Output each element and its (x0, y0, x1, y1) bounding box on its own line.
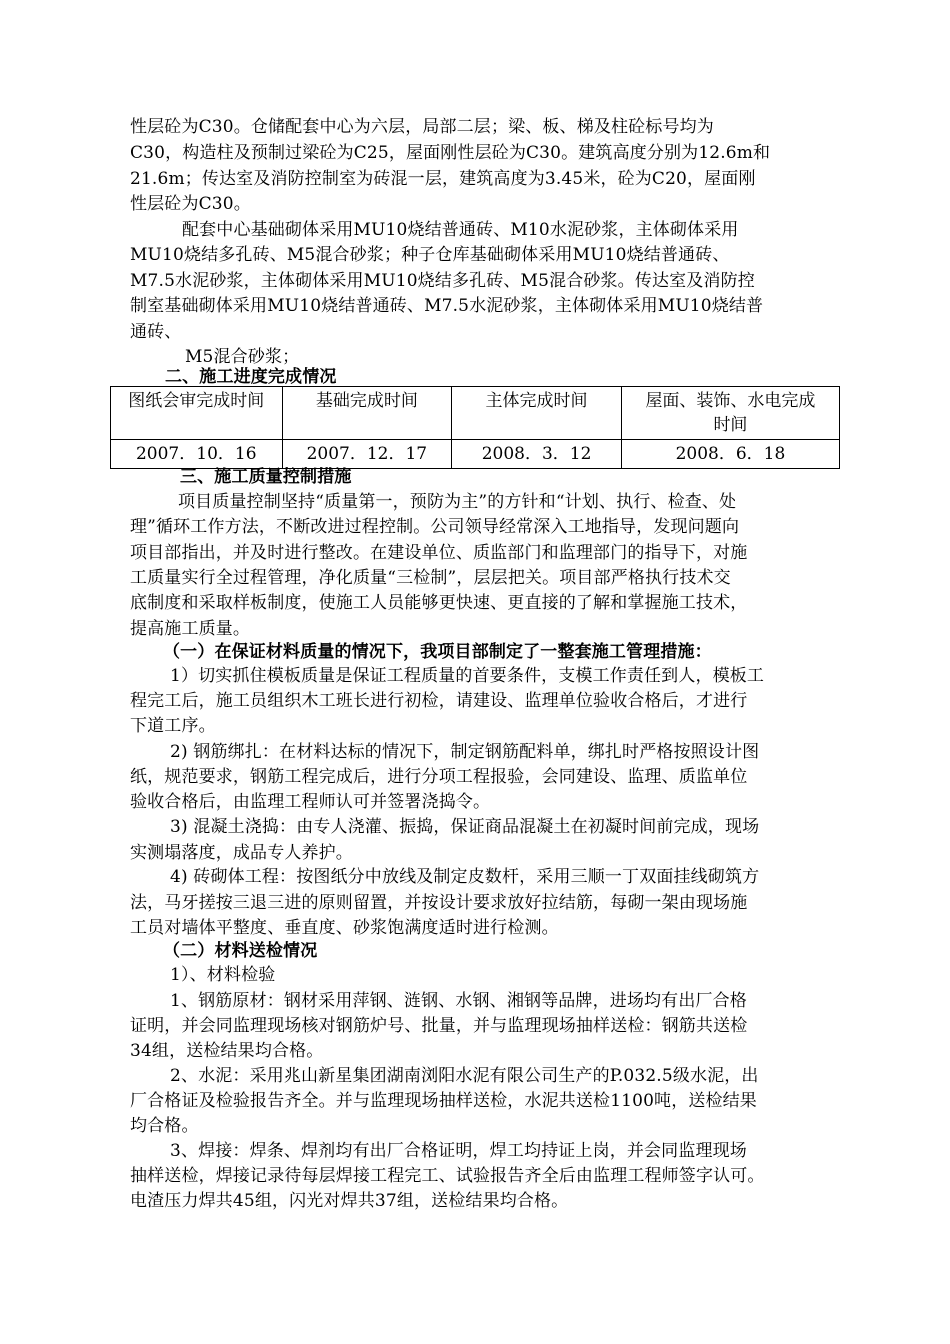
intro-line: C30，构造柱及预制过梁砼为C25，屋面刚性层砼为C30。建筑高度分别为12.6m和 (130, 143, 771, 163)
table-row (111, 440, 840, 469)
quality-line: 项目质量控制坚持“质量第一，预防为主”的方针和“计划、执行、检查、处 (178, 492, 737, 512)
section-heading-quality: 三、施工质量控制措施 (180, 467, 352, 487)
measures-line: 下道工序。 (130, 716, 216, 736)
table-cell: 2007．12．17 (282, 440, 452, 469)
intro-line: 21.6m；传达室及消防控制室为砖混一层，建筑高度为3.45米，砼为C20，屋面刚 (130, 169, 756, 189)
inspection-line: 证明，并会同监理现场核对钢筋炉号、批量，并与监理现场抽样送检：钢筋共送检 (130, 1016, 748, 1036)
inspection-line: 1、钢筋原材：钢材采用萍钢、涟钢、水钢、湘钢等品牌，进场均有出厂合格 (170, 991, 747, 1011)
table-header-cell: 主体完成时间 (452, 387, 622, 440)
measures-line: 3) 混凝土浇捣：由专人浇灌、振捣，保证商品混凝土在初凝时间前完成，现场 (170, 817, 760, 837)
table-header-cell: 基础完成时间 (282, 387, 452, 440)
masonry-line: M5混合砂浆； (185, 347, 300, 367)
inspection-line: 电渣压力焊共45组，闪光对焊共37组，送检结果均合格。 (130, 1191, 569, 1211)
inspection-line: 均合格。 (130, 1116, 199, 1136)
table-cell: 2007．10．16 (111, 440, 283, 469)
inspection-line: 抽样送检，焊接记录待每层焊接工程完工、试验报告齐全后由监理工程师签字认可。 (130, 1166, 765, 1186)
measures-line: 工员对墙体平整度、垂直度、砂浆饱满度适时进行检测。 (130, 918, 559, 938)
subsection-heading-measures: （一）在保证材料质量的情况下，我项目部制定了一整套施工管理措施： (163, 642, 712, 662)
quality-line: 提高施工质量。 (130, 619, 251, 639)
masonry-line: 配套中心基础砌体采用MU10烧结普通砖、M10水泥砂浆，主体砌体采用 (182, 220, 739, 240)
measures-line: 法，马牙搓按三退三进的原则留置，并按设计要求放好拉结筋，每砌一架由现场施 (130, 893, 748, 913)
intro-line: 性层砼为C30。仓储配套中心为六层，局部二层；梁、板、梯及柱砼标号均为 (130, 117, 714, 137)
inspection-line: 1）、材料检验 (170, 965, 276, 985)
measures-line: 纸，规范要求，钢筋工程完成后，进行分项工程报验，会同建设、监理、质监单位 (130, 767, 748, 787)
measures-line: 1）切实抓住模板质量是保证工程质量的首要条件，支模工作责任到人，模板工 (170, 666, 765, 686)
progress-table (110, 386, 840, 469)
quality-line: 工质量实行全过程管理，净化质量“三检制”，层层把关。项目部严格执行技术交 (130, 568, 731, 588)
section-heading-progress: 二、施工进度完成情况 (165, 367, 337, 387)
inspection-line: 厂合格证及检验报告齐全。并与监理现场抽样送检，水泥共送检1100吨，送检结果 (130, 1091, 757, 1111)
quality-line: 底制度和采取样板制度，使施工人员能够更快速、更直接的了解和掌握施工技术， (130, 593, 748, 613)
masonry-line: MU10烧结多孔砖、M5混合砂浆；种子仓库基础砌体采用MU10烧结普通砖、 (130, 245, 730, 265)
inspection-line: 3、焊接：焊条、焊剂均有出厂合格证明，焊工均持证上岗，并会同监理现场 (170, 1141, 747, 1161)
subsection-heading-inspection: （二）材料送检情况 (163, 941, 318, 961)
table-header-row (111, 387, 840, 440)
masonry-line: 制室基础砌体采用MU10烧结普通砖、M7.5水泥砂浆，主体砌体采用MU10烧结普 (130, 296, 764, 316)
measures-line: 实测塌落度，成品专人养护。 (130, 843, 353, 863)
table-header-cell: 屋面、装饰、水电完成时间 (621, 387, 839, 440)
measures-line: 2) 钢筋绑扎：在材料达标的情况下，制定钢筋配料单，绑扎时严格按照设计图 (170, 742, 760, 762)
table-header-cell: 图纸会审完成时间 (111, 387, 283, 440)
table-cell: 2008．3．12 (452, 440, 622, 469)
quality-line: 项目部指出，并及时进行整改。在建设单位、质监部门和监理部门的指导下，对施 (130, 543, 748, 563)
masonry-line: 通砖、 (130, 322, 182, 342)
intro-line: 性层砼为C30。 (130, 194, 251, 214)
measures-line: 验收合格后，由监理工程师认可并签署浇捣令。 (130, 792, 491, 812)
measures-line: 程完工后，施工员组织木工班长进行初检，请建设、监理单位验收合格后，才进行 (130, 691, 748, 711)
table-cell: 2008．6．18 (621, 440, 839, 469)
measures-line: 4) 砖砌体工程：按图纸分中放线及制定皮数杆，采用三顺一丁双面挂线砌筑方 (170, 867, 760, 887)
masonry-line: M7.5水泥砂浆，主体砌体采用MU10烧结多孔砖、M5混合砂浆。传达室及消防控 (130, 271, 755, 291)
inspection-line: 34组，送检结果均合格。 (130, 1041, 324, 1061)
quality-line: 理”循环工作方法，不断改进过程控制。公司领导经常深入工地指导，发现问题向 (130, 517, 740, 537)
inspection-line: 2、水泥：采用兆山新星集团湖南浏阳水泥有限公司生产的P.032.5级水泥，出 (170, 1066, 759, 1086)
